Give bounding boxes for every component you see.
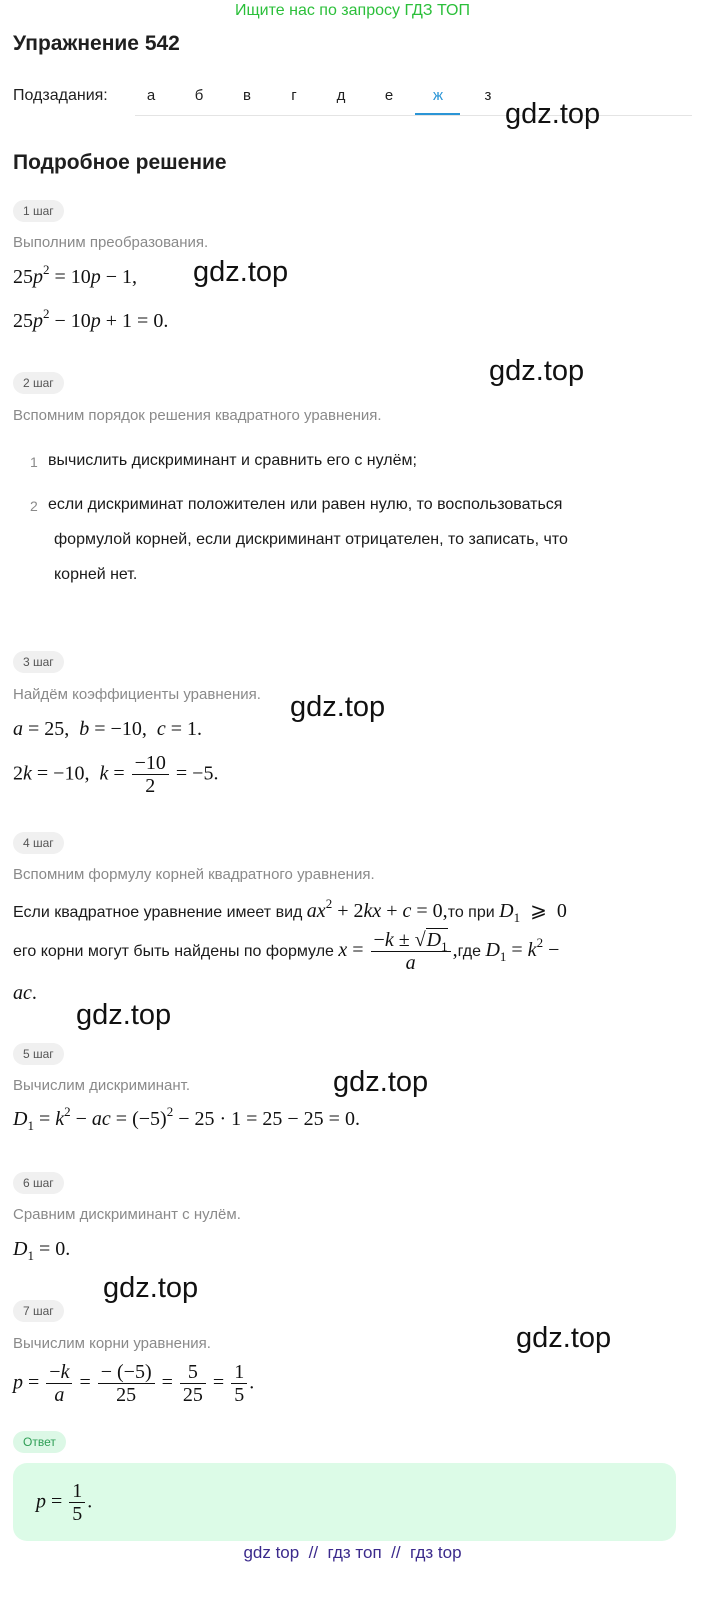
tab-zh[interactable]: ж xyxy=(432,87,444,104)
answer-badge: Ответ xyxy=(13,1431,66,1453)
tabs-divider xyxy=(135,115,692,116)
k-calculation: 2k = −10, k = $\frac{-10}{2}$ = −5. xyxy=(13,752,219,797)
formula-text: его корни могут быть найдены по формуле xyxy=(13,943,334,961)
step-4-badge: 4 шаг xyxy=(13,832,64,854)
tab-a[interactable]: а xyxy=(146,87,156,104)
list-item-continuation: корней нет. xyxy=(54,566,138,583)
roots-calculation: p = $\frac{-k}{a}$ = $\frac{- (-5)}{25}$ = $\frac{5}{25}$ = $\frac{1}{5}$ . xyxy=(13,1361,255,1406)
footer-links: gdz top // гдз топ // гдз top xyxy=(243,1543,462,1562)
formula-text: где xyxy=(457,943,481,961)
tab-z[interactable]: з xyxy=(484,87,492,104)
search-banner: Ищите нас по запросу ГДЗ ТОП xyxy=(235,2,470,19)
formula-text: Если квадратное уравнение имеет вид xyxy=(13,904,303,921)
watermark: gdz.top xyxy=(290,691,386,723)
step-1-badge: 1 шаг xyxy=(13,200,64,222)
equation-1-line-1: $25p^2 = 10p - 1$, xyxy=(13,262,138,288)
step-6-badge: 6 шаг xyxy=(13,1172,64,1194)
coefficients: a = 25, b = −10, c = 1. xyxy=(13,718,203,740)
formula-line-1: Если квадратное уравнение имеет вид $ax^2 + 2kx + c = 0,то$ при $D_1$ ⩾ 0 xyxy=(13,896,567,925)
tab-d[interactable]: д xyxy=(336,87,346,104)
watermark: gdz.top xyxy=(76,999,172,1031)
step-7-badge: 7 шаг xyxy=(13,1300,64,1322)
list-item-number: 2 xyxy=(30,498,38,514)
formula-line-2: его корни могут быть найдены по формуле x = $\frac{-k \pm √D_1}{a}$ ,где $D_1 = k^2$ − xyxy=(13,929,560,974)
discriminant-result: $D_1 = 0$. xyxy=(13,1238,71,1263)
list-item: вычислить дискриминант и сравнить его с нулём; xyxy=(48,452,417,469)
step-7-hint: Вычислим корни уравнения. xyxy=(13,1335,211,1352)
step-1-hint: Выполним преобразования. xyxy=(13,234,209,251)
tab-e[interactable]: е xyxy=(384,87,394,104)
section-title: Подробное решение xyxy=(13,151,227,174)
step-5-badge: 5 шаг xyxy=(13,1043,64,1065)
list-item-continuation: формулой корней, если дискриминант отрицателен, то записать, что xyxy=(54,531,568,548)
active-tab-indicator xyxy=(415,113,460,115)
step-3-badge: 3 шаг xyxy=(13,651,64,673)
formula-line-3: ac. xyxy=(13,982,37,1004)
step-6-hint: Сравним дискриминант с нулём. xyxy=(13,1206,241,1223)
watermark: gdz.top xyxy=(103,1272,199,1304)
watermark: gdz.top xyxy=(505,98,601,130)
discriminant-calculation: $D_1 = k^2$ − ac = $(-5)^2 - 25 \cdot 1 = 25 - 25 = 0$. xyxy=(13,1104,360,1133)
step-5-hint: Вычислим дискриминант. xyxy=(13,1077,190,1094)
tab-b[interactable]: б xyxy=(194,87,204,104)
answer-value: p = $\frac{1}{5}$ . xyxy=(36,1480,93,1525)
tab-v[interactable]: в xyxy=(243,87,251,104)
watermark: gdz.top xyxy=(333,1066,429,1098)
subtasks-label: Подзадания: xyxy=(13,87,108,104)
page-title: Упражнение 542 xyxy=(13,32,180,55)
list-item-number: 1 xyxy=(30,454,38,470)
answer-box xyxy=(13,1463,676,1541)
watermark: gdz.top xyxy=(489,355,585,387)
step-2-hint: Вспомним порядок решения квадратного уравнения. xyxy=(13,407,382,424)
watermark: gdz.top xyxy=(516,1322,612,1354)
step-2-badge: 2 шаг xyxy=(13,372,64,394)
list-item: если дискриминат положителен или равен нулю, то воспользоваться xyxy=(48,496,563,513)
tab-g[interactable]: г xyxy=(291,87,297,104)
watermark: gdz.top xyxy=(193,256,289,288)
step-4-hint: Вспомним формулу корней квадратного уравнения. xyxy=(13,866,375,883)
formula-text: то при xyxy=(447,904,495,921)
equation-1-line-2: $25p^2 - 10p + 1 = 0$. xyxy=(13,306,169,332)
step-3-hint: Найдём коэффициенты уравнения. xyxy=(13,686,261,703)
